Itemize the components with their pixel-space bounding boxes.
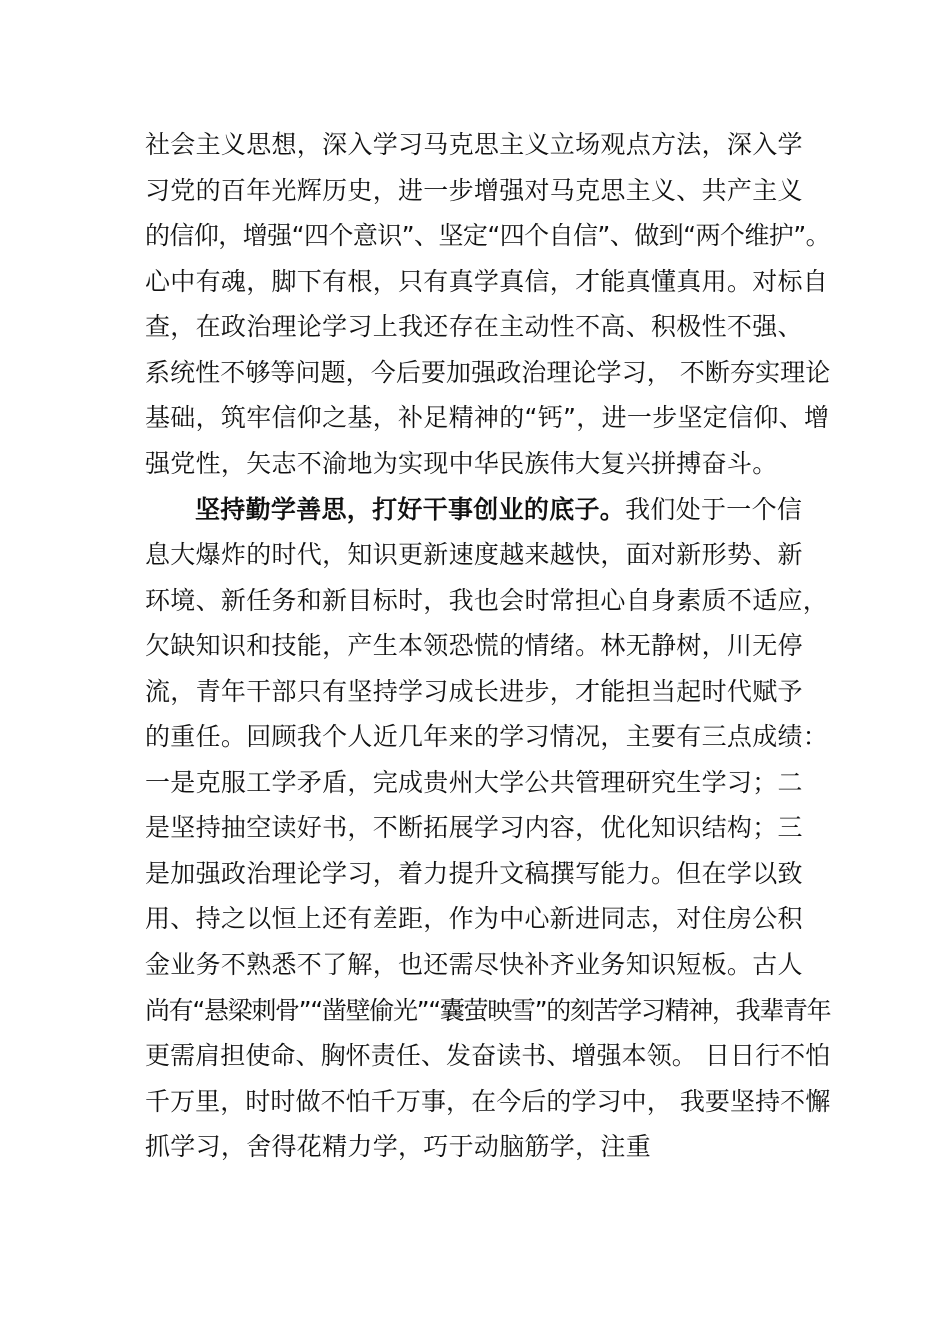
text-line: 查，在政治理论学习上我还存在主动性不高、积极性不强、 <box>145 312 803 341</box>
text-line: 强党性，矢志不渝地为实现中华民族伟大复兴拼搏奋斗。 <box>145 449 778 478</box>
text-line: 系统性不够等问题，今后要加强政治理论学习， 不断夯实理论 <box>145 358 831 387</box>
text-line: 的重任。回顾我个人近几年来的学习情况，主要有三点成绩： <box>145 722 829 751</box>
text-line: 一是克服工学矛盾，完成贵州大学公共管理研究生学习；二 <box>145 768 803 797</box>
text-line: 抓学习，舍得花精力学，巧于动脑筋学，注重 <box>145 1132 652 1161</box>
paragraph-heading: 坚持勤学善思，打好干事创业的底子。 <box>195 495 626 524</box>
text-line: 金业务不熟悉不了解，也还需尽快补齐业务知识短板。古人 <box>145 950 803 979</box>
text-line: 流，青年干部只有坚持学习成长进步，才能担当起时代赋予 <box>145 677 803 706</box>
text-line: 环境、新任务和新目标时，我也会时常担心自身素质不适应， <box>145 586 829 615</box>
text-line: 息大爆炸的时代，知识更新速度越来越快，面对新形势、新 <box>145 540 803 569</box>
paragraph-first-line <box>195 494 802 526</box>
text-line: 用、持之以恒上还有差距，作为中心新进同志，对住房公积 <box>145 904 803 933</box>
paragraph-text: 我们处于一个信 <box>625 495 803 524</box>
text-line: 心中有魂，脚下有根，只有真学真信，才能真懂真用。对标自 <box>145 267 829 296</box>
text-line: 更需肩担使命、胸怀责任、发奋读书、增强本领。 日日行不怕 <box>145 1041 831 1070</box>
text-line: 是加强政治理论学习，着力提升文稿撰写能力。但在学以致 <box>145 859 803 888</box>
text-line: 是坚持抽空读好书，不断拓展学习内容，优化知识结构；三 <box>145 813 803 842</box>
text-line: 尚有“悬梁刺骨”“凿壁偷光”“囊萤映雪”的刻苦学习精神，我辈青年 <box>145 996 831 1025</box>
text-line: 欠缺知识和技能，产生本领恐慌的情绪。林无静树，川无停 <box>145 631 803 660</box>
text-line: 千万里，时时做不怕千万事，在今后的学习中， 我要坚持不懈 <box>145 1087 831 1116</box>
text-line: 习党的百年光辉历史，进一步增强对马克思主义、共产主义 <box>145 176 803 205</box>
text-line: 基础，筑牢信仰之基，补足精神的“钙”，进一步坚定信仰、增 <box>145 403 830 432</box>
text-line: 的信仰，增强“四个意识”、坚定“四个自信”、做到“两个维护”。 <box>145 221 831 250</box>
text-line: 社会主义思想，深入学习马克思主义立场观点方法，深入学 <box>145 130 803 159</box>
